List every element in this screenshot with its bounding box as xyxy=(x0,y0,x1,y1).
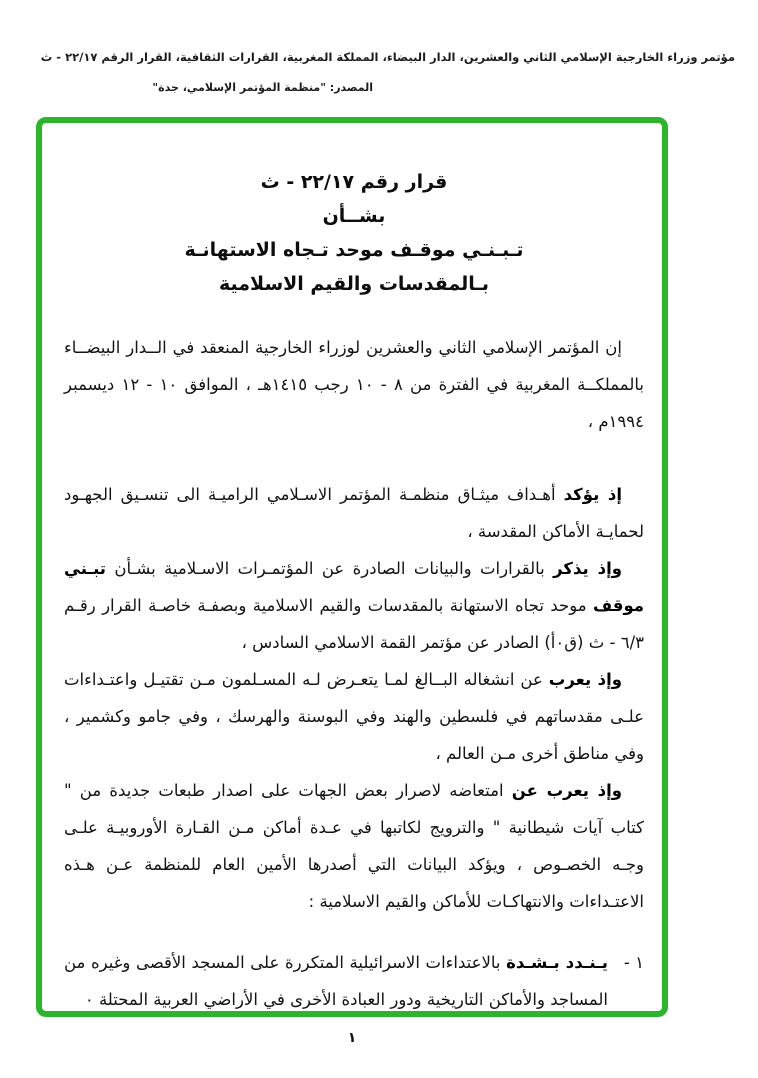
page-number: ١ xyxy=(347,1030,357,1046)
clause-affirming xyxy=(64,476,644,550)
preamble-paragraph xyxy=(64,329,644,440)
preamble-text: إن المؤتمر الإسلامي الثاني والعشرين لوزراء الخارجية المنعقد في الــدار البيضــاء بالمملكــة المغربية في الفترة من ٨ - ١٠ رجب ١٤١٥هـ ، الموافق ١٠ - ١٢ ديسمبر ١٩٩٤م ، xyxy=(64,338,644,431)
clause-displeasure-lead: وإذ يعرب عن xyxy=(511,781,622,800)
clause-displeasure xyxy=(64,772,644,920)
decree-number-title: قرار رقم ٢٢/١٧ - ث xyxy=(260,171,448,193)
decree-frame xyxy=(36,117,668,1017)
header-publisher-line: المصدر: "منظمة المؤتمر الإسلامي، جدة" xyxy=(152,81,373,94)
operative-item-1-number: ١ - xyxy=(623,953,644,972)
header-source-line: مؤتمر وزراء الخارجية الإسلامي الثاني والعشرين، الدار البيضاء، المملكة المغربية، القرارات الثقافية، القرار الرقم ٢٢/١٧ - ث xyxy=(40,50,735,64)
decree-subject-word: بشــأن xyxy=(322,205,386,227)
decree-subject-line1: تـبـنـي موقـف موحد تـجاه الاستهانـة xyxy=(184,239,524,261)
operative-item-1-lead: يـنـدد بـشـدة xyxy=(506,953,608,972)
decree-title-block xyxy=(64,165,644,301)
clause-affirming-text: أهـداف ميثـاق منظمـة المؤتمر الاسـلامي الراميـة الى تنسـيق الجهـود لحمايـة الأماكن المقدسة ، xyxy=(64,485,644,541)
clause-recalling xyxy=(64,550,644,661)
operative-item-1-text: بالاعتداءات الاسرائيلية المتكررة على المسجد الأقصى وغيره من المساجد والأماكن التاريخية ودور العبادة الأخرى في الأراضي العربية المحتلة ٠ xyxy=(64,953,608,1009)
clause-affirming-lead: إذ يؤكد xyxy=(563,485,622,504)
decree-subject-line2: بـالمقدسات والقيم الاسلامية xyxy=(218,273,490,295)
decree-frame-content xyxy=(42,123,662,1018)
clause-concern xyxy=(64,661,644,772)
clause-concern-lead: وإذ يعرب xyxy=(548,670,622,689)
clause-displeasure-text: امتعاضه لاصرار بعض الجهات على اصدار طبعات جديدة من " كتاب آيات شيطانية " والترويج لكاتبها في عـدة أماكن مـن القـارة الأوروبيـة علـى وجـه الخصـوص ، ويؤكد البيانات التي أصدرها الأمين العام للمنظمة عـن هـذه الاعتـداءات والانتهاكـات للأماكن والقيم الاسلامية : xyxy=(64,781,644,911)
operative-item-1 xyxy=(64,944,644,1018)
clause-recalling-lead: وإذ يذكر xyxy=(553,559,622,578)
clause-recalling-text-2: موحد تجاه الاستهانة بالمقدسات والقيم الاسلامية وبصفـة خاصـة القرار رقـم ٦/٣ - ث (ق٠أ) الصادر عن مؤتمر القمة الاسلامي السادس ، xyxy=(64,596,644,652)
clause-recalling-text-1: بالقرارات والبيانات الصادرة عن المؤتمـرات الاسـلامية بشـأن xyxy=(106,559,554,578)
clause-recalling-emphasis: تبـني موقف xyxy=(64,559,644,615)
decree-body xyxy=(64,329,644,1018)
clause-concern-text: عن انشغاله البــالغ لمـا يتعـرض لـه المسـلمون مـن تقتيـل واعتـداءات علـى مقدساتهم في فلسطين والهند وفي البوسنة والهرسك ، وفي جامو وكشمير ، وفي مناطق أخرى مـن العالم ، xyxy=(64,670,644,763)
operative-item-1-body xyxy=(64,944,608,1018)
